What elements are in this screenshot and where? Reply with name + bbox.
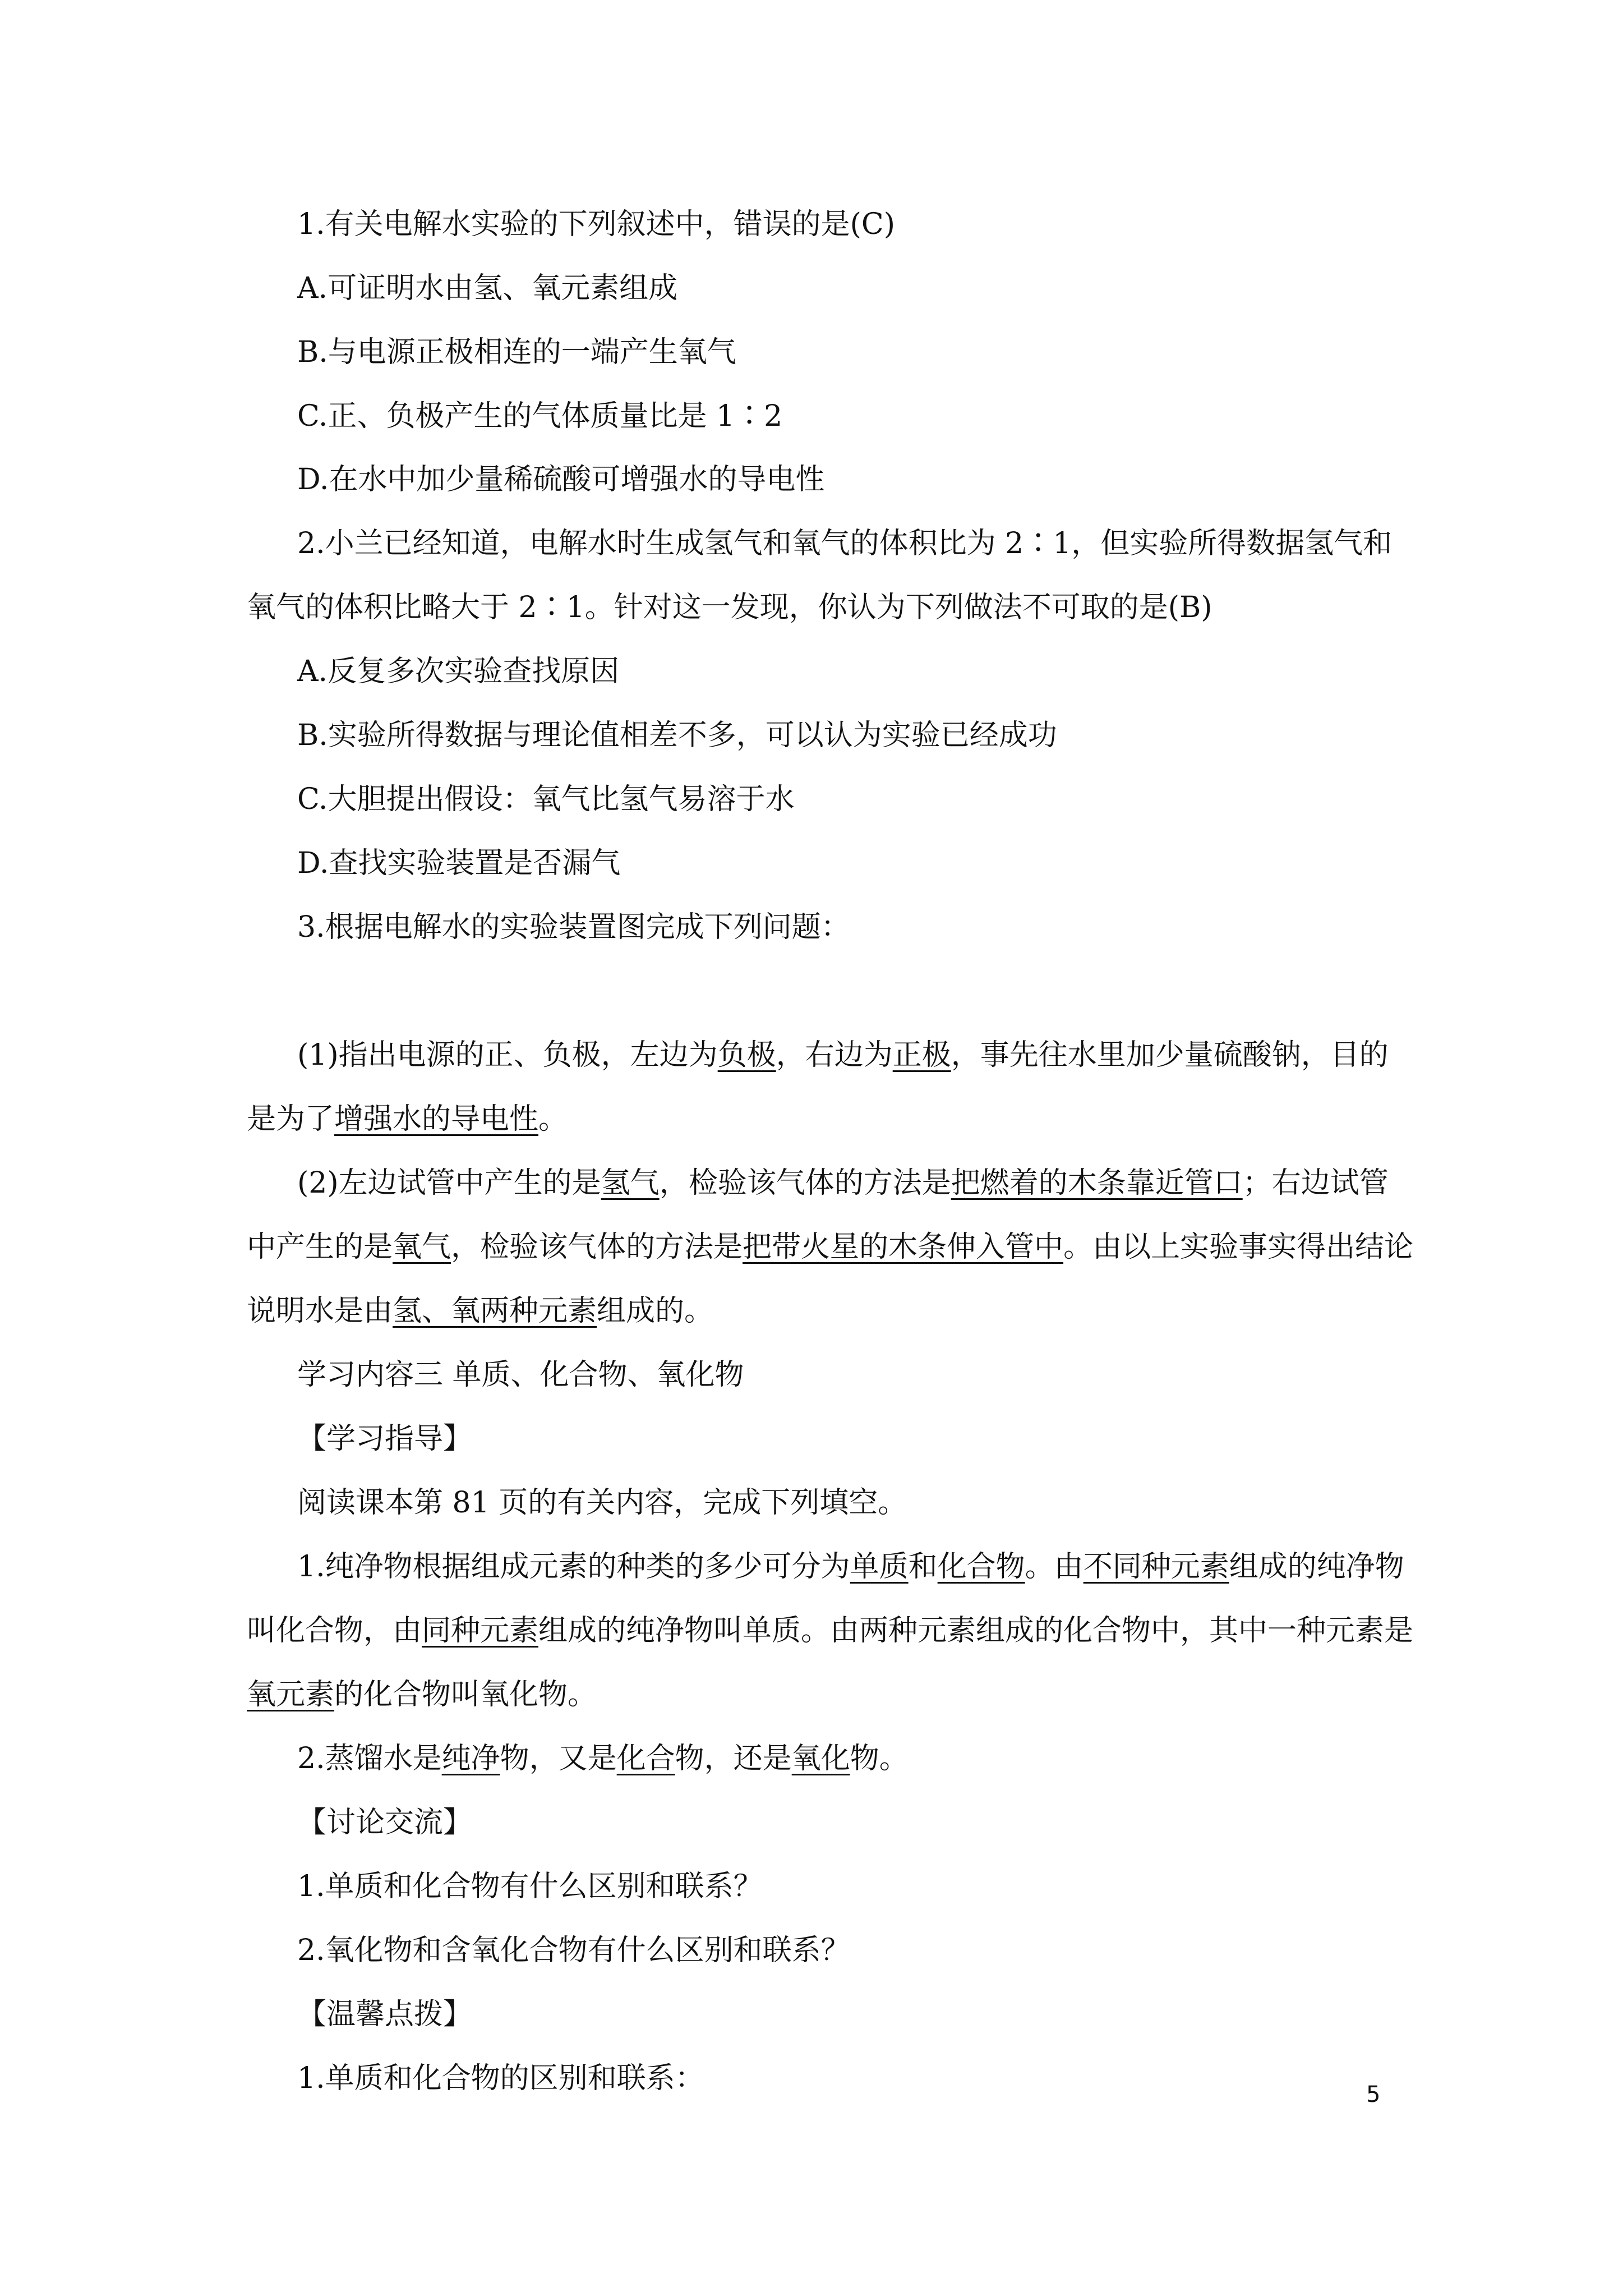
tips-heading: 【温馨点拨】 <box>297 1998 473 2031</box>
answer-blank: 同种元素 <box>422 1614 539 1648</box>
text-fragment: 物，又是 <box>500 1742 617 1775</box>
q3-part2-line1 <box>297 1165 1389 1201</box>
answer-blank: 单质 <box>850 1550 909 1584</box>
section-title: 学习内容三 单质、化合物、氧化物 <box>297 1358 744 1392</box>
text-fragment: 。 <box>538 1102 568 1136</box>
q3-part1-line1 <box>297 1037 1389 1073</box>
q1-stem: 1.有关电解水实验的下列叙述中，错误的是(C) <box>297 208 895 241</box>
answer-blank: 不同种元素 <box>1083 1550 1229 1584</box>
text-fragment: ，检验该气体的方法是 <box>451 1230 743 1264</box>
text-fragment: (2)左边试管中产生的是 <box>297 1166 601 1200</box>
q3-stem: 3.根据电解水的实验装置图完成下列问题： <box>297 910 850 944</box>
text-fragment: ，右边为 <box>776 1038 893 1072</box>
answer-blank: 把燃着的木条靠近管口 <box>951 1166 1243 1200</box>
text-fragment: 。由以上实验事实得出结论 <box>1063 1230 1414 1264</box>
guide-text: 阅读课本第 81 页的有关内容，完成下列填空。 <box>297 1486 907 1520</box>
text-fragment: ，检验该气体的方法是 <box>659 1166 951 1200</box>
text-fragment: 物，还是 <box>675 1742 792 1775</box>
fill-2 <box>297 1741 909 1777</box>
text-fragment: 中产生的是 <box>247 1230 393 1264</box>
fill-1-line3 <box>247 1677 597 1713</box>
guide-heading: 【学习指导】 <box>297 1422 473 1456</box>
fill-1-line2 <box>247 1613 1413 1649</box>
text-fragment: 组成的纯净物 <box>1229 1550 1404 1584</box>
text-fragment: 和 <box>908 1550 938 1584</box>
answer-blank: 增强水的导电性 <box>334 1102 539 1136</box>
text-fragment: 组成的。 <box>597 1294 714 1328</box>
q1-option-a: A.可证明水由氢、氧元素组成 <box>297 272 678 305</box>
tip-1: 1.单质和化合物的区别和联系： <box>297 2062 704 2095</box>
text-fragment: 。由 <box>1025 1550 1083 1584</box>
text-fragment: 物。 <box>850 1742 909 1775</box>
text-fragment: 1.纯净物根据组成元素的种类的多少可分为 <box>297 1550 850 1584</box>
q2-option-a: A.反复多次实验查找原因 <box>297 655 620 688</box>
answer-blank: 化合物 <box>937 1550 1025 1584</box>
text-fragment: ，事先往水里加少量硫酸钠，目的 <box>951 1038 1389 1072</box>
answer-blank: 正极 <box>892 1038 951 1072</box>
discuss-heading: 【讨论交流】 <box>297 1806 473 1839</box>
q3-part1-line2 <box>247 1101 568 1137</box>
answer-blank: 氧元素 <box>247 1678 335 1711</box>
q3-part2-line3 <box>247 1293 713 1329</box>
text-fragment: 的化合物叫氧化物。 <box>334 1678 597 1711</box>
text-fragment: 组成的纯净物叫单质。由两种元素组成的化合物中，其中一种元素是 <box>538 1614 1414 1648</box>
q2-stem-line1: 2.小兰已经知道，电解水时生成氢气和氧气的体积比为 2∶1，但实验所得数据氢气和 <box>297 527 1393 560</box>
answer-blank: 纯净 <box>441 1742 500 1775</box>
q2-stem-line2: 氧气的体积比略大于 2∶1。针对这一发现，你认为下列做法不可取的是(B) <box>247 591 1212 624</box>
discuss-question-2: 2.氧化物和含氧化合物有什么区别和联系？ <box>297 1934 850 1967</box>
q2-option-d: D.查找实验装置是否漏气 <box>297 846 621 880</box>
q1-option-d: D.在水中加少量稀硫酸可增强水的导电性 <box>297 463 825 496</box>
answer-blank: 氢气 <box>601 1166 660 1200</box>
answer-blank: 把带火星的木条伸入管中 <box>743 1230 1064 1264</box>
q2-option-c: C.大胆提出假设：氧气比氢气易溶于水 <box>297 783 795 816</box>
q2-option-b: B.实验所得数据与理论值相差不多，可以认为实验已经成功 <box>297 719 1057 752</box>
answer-blank: 化合 <box>616 1742 675 1775</box>
text-fragment: (1)指出电源的正、负极，左边为 <box>297 1038 718 1072</box>
text-fragment: 是为了 <box>247 1102 335 1136</box>
fill-1-line1 <box>297 1549 1404 1585</box>
q3-part2-line2 <box>247 1229 1413 1265</box>
text-fragment: ；右边试管 <box>1242 1166 1389 1200</box>
answer-blank: 氢、氧两种元素 <box>393 1294 597 1328</box>
q1-option-b: B.与电源正极相连的一端产生氧气 <box>297 335 736 369</box>
page-number: 5 <box>1366 2082 1381 2108</box>
q1-option-c: C.正、负极产生的气体质量比是 1∶2 <box>297 399 783 433</box>
text-fragment: 2.蒸馏水是 <box>297 1742 442 1775</box>
answer-blank: 氧气 <box>393 1230 451 1264</box>
discuss-question-1: 1.单质和化合物有什么区别和联系？ <box>297 1870 763 1903</box>
answer-blank: 氧化 <box>791 1742 850 1775</box>
answer-blank: 负极 <box>717 1038 776 1072</box>
text-fragment: 说明水是由 <box>247 1294 393 1328</box>
text-fragment: 叫化合物，由 <box>247 1614 422 1648</box>
